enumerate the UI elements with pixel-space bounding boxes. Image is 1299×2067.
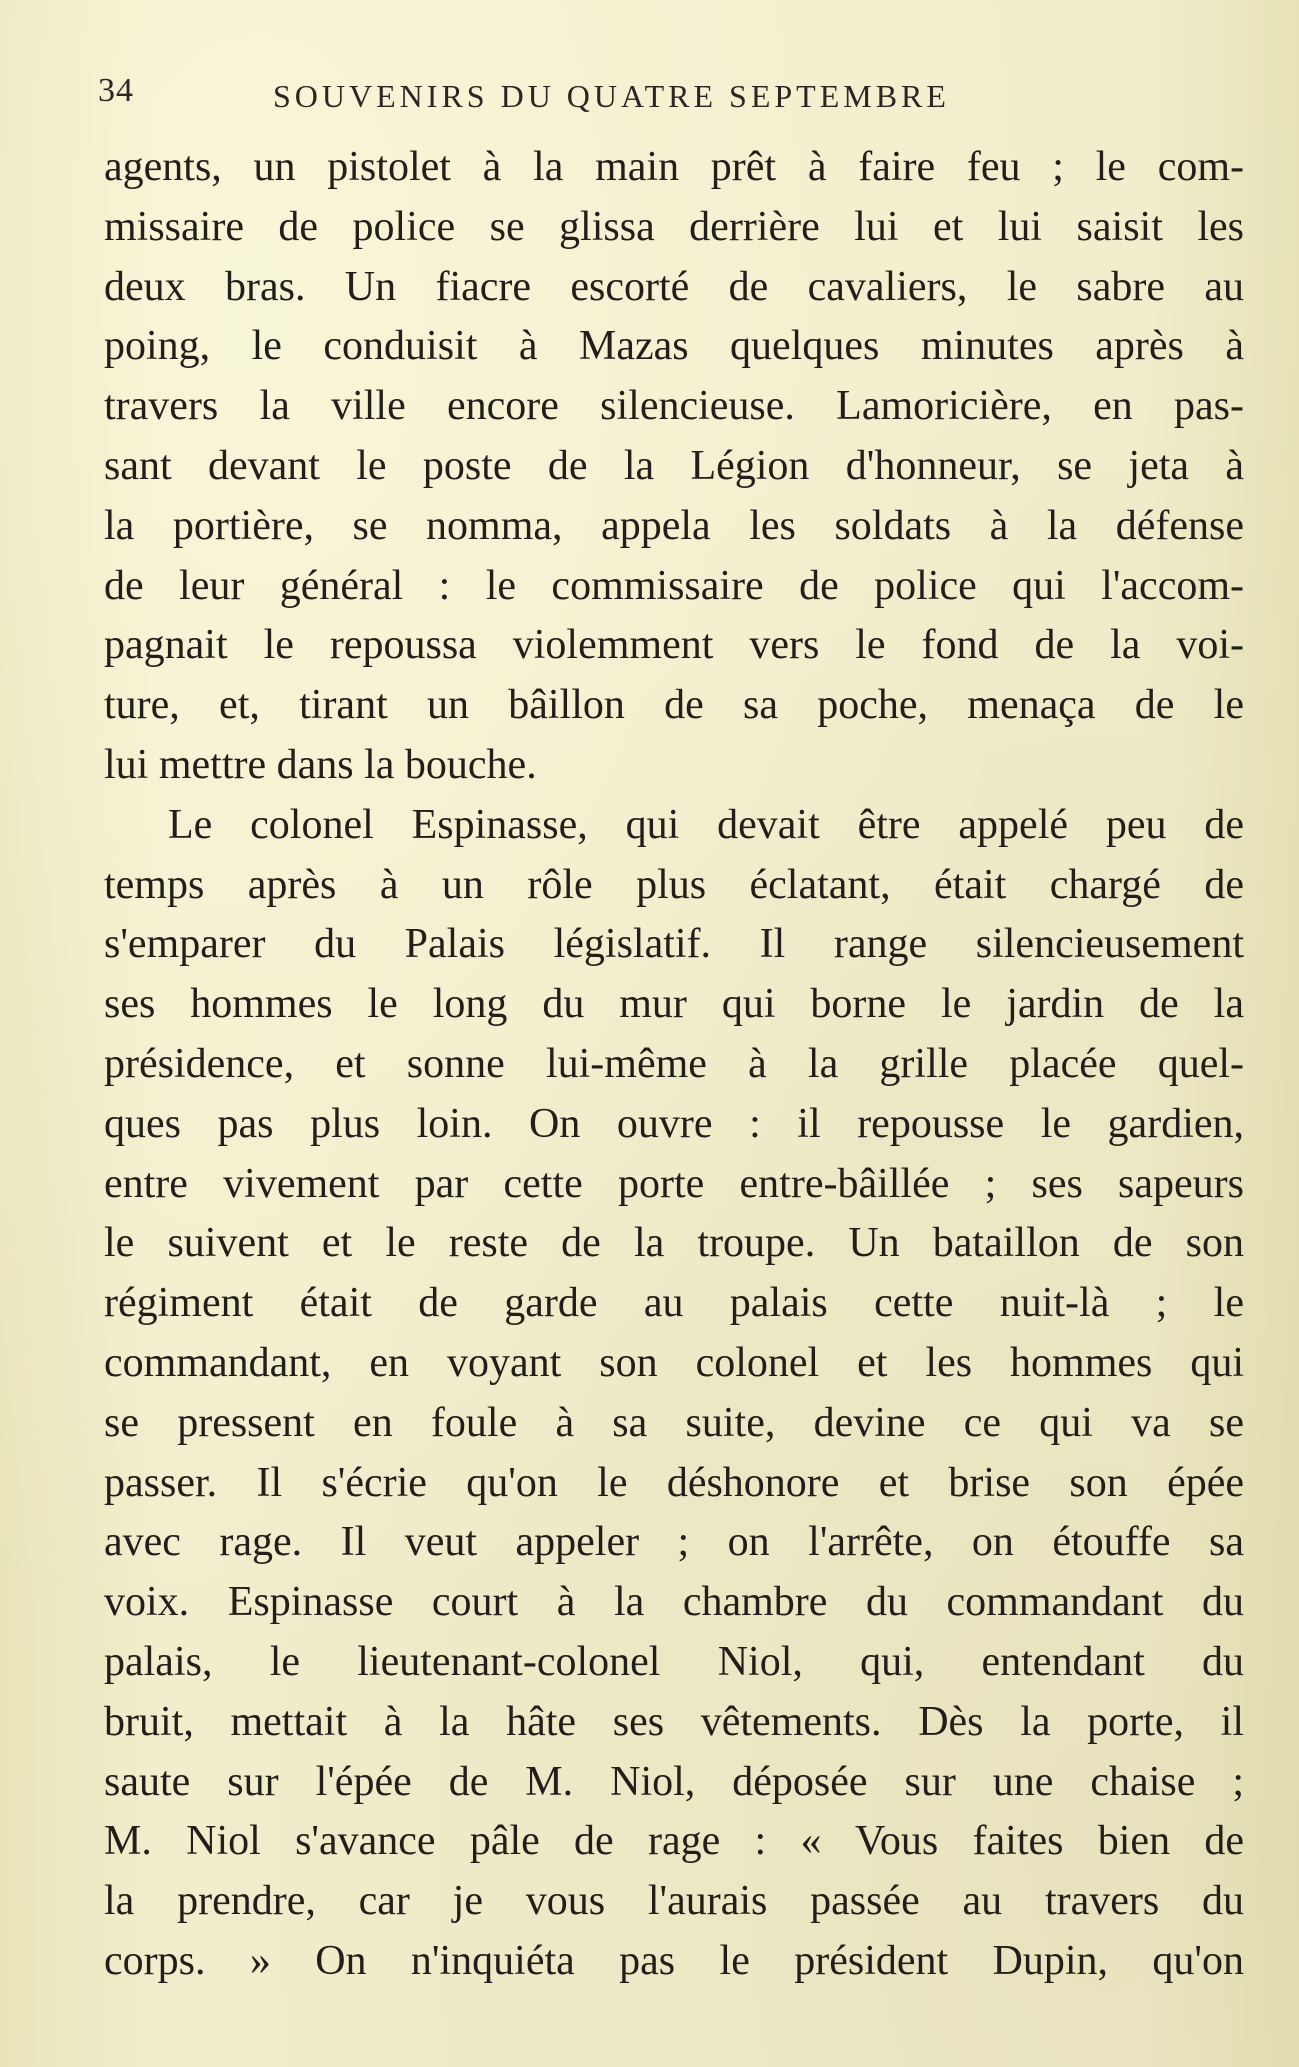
text-line: sant devant le poste de la Légion d'honneur, se jeta à [104, 442, 1244, 489]
text-line: avec rage. Il veut appeler ; on l'arrête, on étouffe sa [104, 1519, 1244, 1566]
text-line: la portière, se nomma, appela les soldats à la défense [104, 502, 1244, 549]
text-line: pagnait le repoussa violemment vers le fond de la voi- [104, 622, 1244, 669]
running-head [98, 72, 1098, 122]
text-line: palais, le lieutenant-colonel Niol, qui, entendant du [104, 1638, 1244, 1685]
text-line: agents, un pistolet à la main prêt à faire feu ; le com- [104, 144, 1244, 190]
text-line: passer. Il s'écrie qu'on le déshonore et brise son épée [104, 1459, 1244, 1506]
paragraph-1 [104, 138, 1244, 796]
text-line: se pressent en foule à sa suite, devine ce qui va se [104, 1399, 1244, 1446]
page-number: 34 [98, 72, 134, 109]
text-line: poing, le conduisit à Mazas quelques minutes après à [104, 323, 1244, 370]
text-line: ques pas plus loin. On ouvre : il repousse le gardien, [104, 1100, 1244, 1147]
text-line: ture, et, tirant un bâillon de sa poche, menaça de le [104, 682, 1244, 729]
text-line: temps après à un rôle plus éclatant, était chargé de [104, 861, 1244, 908]
text-line: M. Niol s'avance pâle de rage : « Vous faites bien de [104, 1818, 1244, 1865]
paragraph-2 [104, 796, 1244, 1992]
text-line: présidence, et sonne lui-même à la grille placée quel- [104, 1040, 1244, 1087]
text-line: entre vivement par cette porte entre-bâillée ; ses sapeurs [104, 1160, 1244, 1207]
running-title: SOUVENIRS DU QUATRE SEPTEMBRE [273, 78, 950, 114]
text-line: travers la ville encore silencieuse. Lamoricière, en pas- [104, 383, 1244, 430]
text-line: s'emparer du Palais législatif. Il range silencieusement [104, 921, 1244, 968]
text-line: corps. » On n'inquiéta pas le président Dupin, qu'on [104, 1937, 1244, 1984]
text-line: de leur général : le commissaire de police qui l'accom- [104, 562, 1244, 609]
text-line: deux bras. Un fiacre escorté de cavaliers, le sabre au [104, 263, 1244, 310]
text-line: bruit, mettait à la hâte ses vêtements. Dès la porte, il [104, 1698, 1244, 1745]
text-line: voix. Espinasse court à la chambre du commandant du [104, 1579, 1244, 1626]
text-line: le suivent et le reste de la troupe. Un bataillon de son [104, 1220, 1244, 1267]
text-line: ses hommes le long du mur qui borne le jardin de la [104, 981, 1244, 1028]
text-line: Le colonel Espinasse, qui devait être appelé peu de [168, 801, 1244, 848]
text-line: régiment était de garde au palais cette nuit-là ; le [104, 1280, 1244, 1327]
text-line: la prendre, car je vous l'aurais passée au travers du [104, 1878, 1244, 1925]
text-line: lui mettre dans la bouche. [104, 741, 537, 788]
body-text [104, 138, 1244, 1992]
text-line: missaire de police se glissa derrière lui et lui saisit les [104, 203, 1244, 250]
text-line: saute sur l'épée de M. Niol, déposée sur une chaise ; [104, 1758, 1244, 1805]
text-line: commandant, en voyant son colonel et les hommes qui [104, 1339, 1244, 1386]
